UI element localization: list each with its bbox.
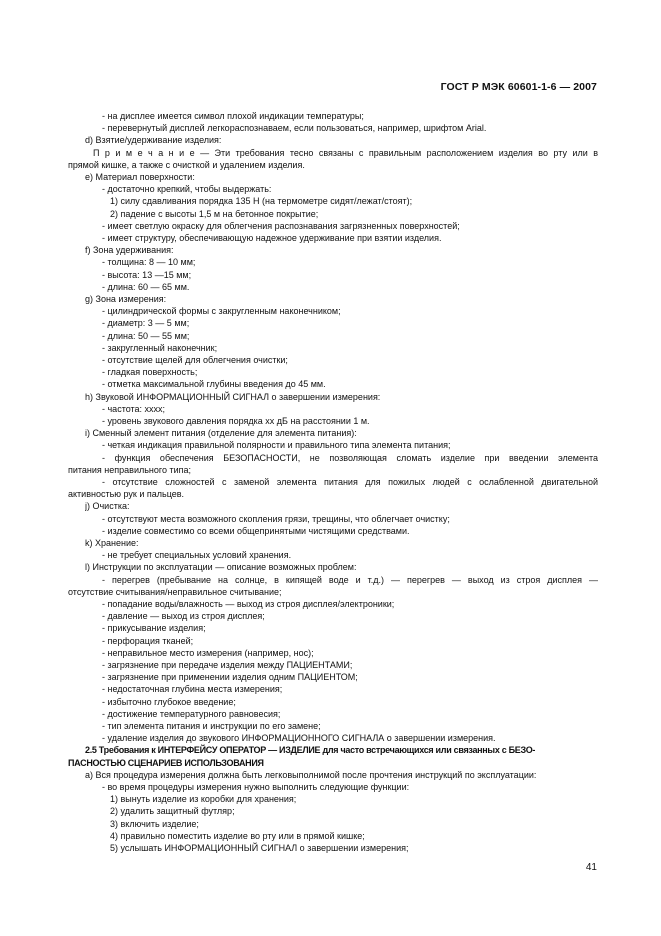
- text-line: f) Зона удерживания:: [85, 245, 174, 256]
- text-line: h) Звуковой ИНФОРМАЦИОННЫЙ СИГНАЛ о завершении измерения:: [85, 391, 381, 402]
- text-line: - четкая индикация правильной полярности и правильного типа элемента питания;: [102, 440, 451, 451]
- text-line: - прикусывание изделия;: [102, 623, 206, 634]
- text-line: - цилиндрической формы с закругленным наконечником;: [102, 306, 341, 317]
- text-line: - имеет светлую окраску для облегчения распознавания загрязненных поверхностей;: [102, 220, 460, 231]
- text-line: питания неправильного типа;: [68, 464, 192, 475]
- text-line: - гладкая поверхность;: [102, 367, 198, 378]
- text-line: - во время процедуры измерения нужно выполнить следующие функции:: [102, 782, 410, 792]
- text-line: k) Хранение:: [85, 538, 139, 548]
- text-line: - изделие совместимо со всеми общепринятыми чистящими средствами.: [102, 525, 410, 536]
- text-line: - отсутствуют места возможного скопления грязи, трещины, что облегчает очистку;: [102, 513, 450, 524]
- text-line: - отсутствие сложностей с заменой элемента питания для пожилых людей с ослабленной двигательной: [102, 477, 598, 487]
- text-line: l) Инструкции по эксплуатации — описание возможных проблем:: [85, 562, 357, 573]
- text-line: 4) правильно поместить изделие во рту или в прямой кишке;: [110, 830, 365, 841]
- text-line: - функция обеспечения БЕЗОПАСНОСТИ, не позволяющая сломать изделие при введении элемента: [102, 452, 598, 463]
- text-line: - отметка максимальной глубины введения до 45 мм.: [102, 379, 326, 390]
- text-line: - загрязнение при применении изделия одним ПАЦИЕНТОМ;: [102, 672, 358, 683]
- text-line: - отсутствие щелей для облегчения очистки;: [102, 355, 288, 365]
- text-line: - недостаточная глубина места измерения;: [102, 684, 283, 695]
- text-line: - перфорация тканей;: [102, 635, 194, 646]
- text-line: - толщина: 8 — 10 мм;: [102, 257, 196, 268]
- section-heading-line: ПАСНОСТЬЮ СЦЕНАРИЕВ ИСПОЛЬЗОВАНИЯ: [68, 757, 264, 768]
- text-line: - избыточно глубокое введение;: [102, 696, 236, 707]
- page-number: 41: [585, 862, 597, 873]
- text-line: j) Очистка:: [85, 501, 130, 512]
- text-line: П р и м е ч а н и е — Эти требования тесно связаны с правильным расположением изделия во рту или в: [93, 147, 598, 158]
- text-line: 1) силу сдавливания порядка 135 Н (на термометре сидят/лежат/стоят);: [110, 196, 413, 207]
- text-line: - удаление изделия до звукового ИНФОРМАЦИОННОГО СИГНАЛА о завершении измерения.: [102, 733, 496, 744]
- text-line: - тип элемента питания и инструкции по его замене;: [102, 721, 321, 731]
- text-line: - перевернутый дисплей легкораспознаваем, если пользоваться, например, шрифтом Arial.: [102, 123, 487, 134]
- text-line: e) Материал поверхности:: [85, 172, 195, 182]
- text-line: - уровень звукового давления порядка хх дБ на расстоянии 1 м.: [102, 416, 370, 426]
- text-line: - высота: 13 —15 мм;: [102, 269, 192, 280]
- text-line: - перегрев (пребывание на солнце, в кипящей воде и т.д.) — перегрев — выход из строя дисплея —: [102, 574, 598, 585]
- text-line: 1) вынуть изделие из коробки для хранения;: [110, 794, 297, 805]
- text-line: активностью рук и пальцев.: [68, 489, 185, 500]
- text-line: - достаточно крепкий, чтобы выдержать:: [102, 184, 272, 195]
- text-line: - давление — выход из строя дисплея;: [102, 611, 265, 622]
- text-line: a) Вся процедура измерения должна быть легковыполнимой после прочтения инструкций по эксплуатации:: [85, 769, 537, 780]
- document-header: ГОСТ Р МЭК 60601-1-6 — 2007: [440, 81, 597, 93]
- text-line: отсутствие считывания/неправильное считывание;: [68, 586, 282, 597]
- text-line: - неправильное место измерения (например, нос);: [102, 647, 314, 658]
- text-line: - закругленный наконечник;: [102, 342, 218, 353]
- text-line: d) Взятие/удерживание изделия:: [85, 135, 222, 146]
- text-line: - достижение температурного равновесия;: [102, 708, 281, 719]
- text-line: - диаметр: 3 — 5 мм;: [102, 318, 190, 329]
- text-line: - длина: 60 — 65 мм.: [102, 281, 190, 292]
- text-line: i) Сменный элемент питания (отделение для элемента питания):: [85, 428, 357, 439]
- text-line: g) Зона измерения:: [85, 294, 167, 304]
- text-line: - попадание воды/влажность — выход из строя дисплея/электроники;: [102, 599, 395, 609]
- text-line: - загрязнение при передаче изделия между ПАЦИЕНТАМИ;: [102, 660, 353, 670]
- text-line: 3) включить изделие;: [110, 818, 199, 829]
- text-line: 2) удалить защитный футляр;: [110, 806, 235, 817]
- text-line: - частота: хххх;: [102, 403, 166, 414]
- text-line: - на дисплее имеется символ плохой индикации температуры;: [102, 111, 364, 121]
- section-heading-line: 2.5 Требования к ИНТЕРФЕЙСУ ОПЕРАТОР — ИЗДЕЛИЕ для часто встречающихся или связанных с БЕЗО-: [85, 745, 536, 756]
- text-line: - имеет структуру, обеспечивающую надежное удерживание при взятии изделия.: [102, 233, 442, 243]
- text-line: прямой кишке, а также с очисткой и удалением изделия.: [68, 159, 305, 170]
- text-line: 2) падение с высоты 1,5 м на бетонное покрытие;: [110, 208, 319, 219]
- text-line: - длина: 50 — 55 мм;: [102, 330, 190, 341]
- text-line: - не требует специальных условий хранения.: [102, 550, 292, 561]
- text-line: 5) услышать ИНФОРМАЦИОННЫЙ СИГНАЛ о завершении измерения;: [110, 843, 409, 853]
